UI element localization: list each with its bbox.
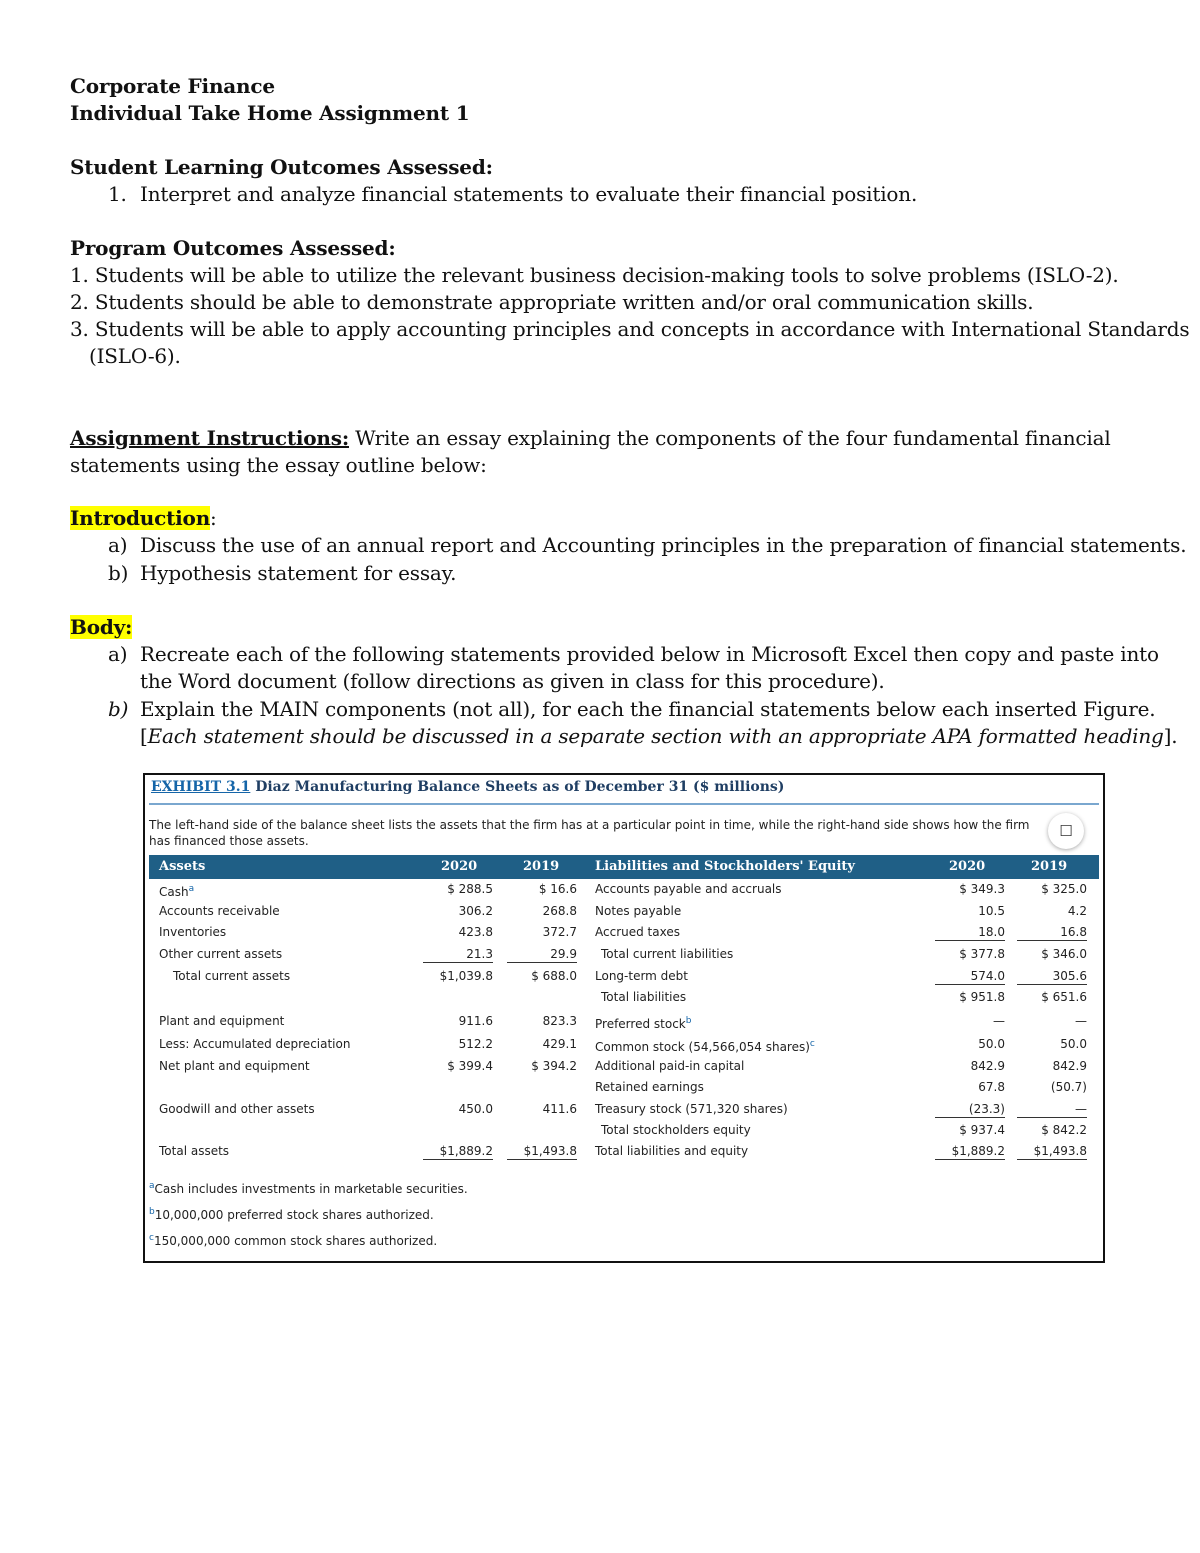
liability-label: Accounts payable and accruals	[595, 882, 782, 896]
header-assets: Assets	[159, 859, 206, 874]
asset-value-2019: $1,493.8	[507, 1143, 577, 1160]
exhibit-description: The left-hand side of the balance sheet lists the assets that the firm has at a particular point in time, while the right-hand side shows how the firm has financed those assets.	[149, 818, 1030, 848]
footnote-ref[interactable]: b	[685, 1016, 692, 1026]
course-title: Corporate Finance	[70, 74, 275, 98]
footnote-ref[interactable]: a	[188, 884, 195, 894]
liability-label: Common stock (54,566,054 shares)$^c$	[595, 1039, 815, 1054]
header-assets-2019: 2019	[523, 859, 560, 874]
liability-value-2019: 4.2	[1067, 904, 1087, 918]
liability-value-2020: (23.3)	[935, 1101, 1005, 1118]
body-b-close: ].	[1163, 724, 1178, 748]
intro-a-marker: a)	[108, 533, 128, 557]
liability-value-2020: $1,889.2	[935, 1143, 1005, 1160]
header-liab-2019: 2019	[1031, 859, 1068, 874]
liability-label: Total liabilities and equity	[595, 1144, 749, 1158]
liability-label: Preferred stock$^b$	[595, 1016, 692, 1031]
liability-label: Retained earnings	[595, 1080, 704, 1094]
body-b-marker: b)	[108, 697, 129, 721]
body-b-line1: Explain the MAIN components (not all), for each the financial statements below each inserted Figure.	[140, 697, 1156, 721]
asset-label: Cash$^a$	[159, 884, 195, 899]
liability-label: Total liabilities	[601, 990, 687, 1004]
footnote-b-text: 10,000,000 preferred stock shares authorized.	[154, 1208, 434, 1222]
asset-label: Other current assets	[159, 947, 283, 961]
intro-label: Introduction	[70, 506, 211, 530]
liability-value-2020: 50.0	[978, 1037, 1005, 1051]
footnote-a-text: Cash includes investments in marketable securities.	[154, 1182, 468, 1196]
asset-value-2020: 423.8	[458, 925, 493, 939]
footnote-a	[149, 1181, 468, 1196]
asset-value-2019: $ 688.0	[531, 969, 577, 983]
footnote-c-mark[interactable]: c	[149, 1233, 154, 1243]
asset-label: Net plant and equipment	[159, 1059, 310, 1073]
exhibit-label-link[interactable]: EXHIBIT 3.1	[151, 779, 251, 795]
assignment-title: Individual Take Home Assignment 1	[70, 101, 470, 125]
header-liab-2020: 2020	[949, 859, 986, 874]
asset-label: Total assets	[159, 1144, 230, 1158]
liability-value-2020: $ 951.8	[959, 990, 1005, 1004]
po-item-3: 3. Students will be able to apply accounting principles and concepts in accordance with International Standards	[70, 317, 1190, 341]
po-item-2: 2. Students should be able to demonstrate appropriate written and/or oral communication skills.	[70, 290, 1034, 314]
slo-item-marker: 1.	[108, 182, 127, 206]
asset-value-2019: 823.3	[542, 1014, 577, 1028]
exhibit-title-text: Diaz Manufacturing Balance Sheets as of December 31 ($ millions)	[250, 779, 785, 795]
asset-value-2020: $ 399.4	[447, 1059, 493, 1073]
liability-value-2020: 574.0	[935, 968, 1005, 985]
asset-value-2020: $1,889.2	[423, 1143, 493, 1160]
liability-value-2019: $ 346.0	[1041, 947, 1087, 961]
liability-label: Additional paid-in capital	[595, 1059, 745, 1073]
instructions	[70, 425, 1111, 451]
asset-label: Plant and equipment	[159, 1014, 285, 1028]
body-b-line2	[140, 723, 1177, 749]
po-item-1: 1. Students will be able to utilize the relevant business decision-making tools to solve problems (ISLO-2).	[70, 263, 1119, 287]
slo-item: Interpret and analyze financial statements to evaluate their financial position.	[140, 182, 918, 206]
intro-heading	[70, 505, 217, 531]
asset-value-2020: 512.2	[458, 1037, 493, 1051]
liability-value-2020: $ 937.4	[959, 1123, 1005, 1137]
header-assets-2020: 2020	[441, 859, 478, 874]
asset-value-2019: 429.1	[542, 1037, 577, 1051]
intro-b-text: Hypothesis statement for essay.	[140, 561, 457, 585]
instructions-text: Write an essay explaining the components of the four fundamental financial	[349, 426, 1111, 450]
asset-value-2020: $ 288.5	[447, 882, 493, 896]
intro-colon: :	[210, 506, 217, 530]
liability-label: Treasury stock (571,320 shares)	[595, 1102, 788, 1116]
liability-value-2020: $ 349.3	[959, 882, 1005, 896]
asset-label: Less: Accumulated depreciation	[159, 1037, 351, 1051]
asset-label: Inventories	[159, 925, 227, 939]
exhibit-rule	[149, 803, 1099, 805]
footnote-b-mark[interactable]: b	[149, 1207, 155, 1217]
liability-label: Accrued taxes	[595, 925, 680, 939]
instructions-text-2: statements using the essay outline below:	[70, 453, 487, 477]
asset-value-2019: 29.9	[507, 946, 577, 963]
liability-value-2019: —	[1075, 1014, 1087, 1028]
body-a-line1: Recreate each of the following statements provided below in Microsoft Excel then copy and paste into	[140, 642, 1159, 666]
liability-value-2019: $ 842.2	[1041, 1123, 1087, 1137]
liability-value-2019: —	[1017, 1101, 1087, 1118]
footnote-c-text: 150,000,000 common stock shares authorized.	[153, 1234, 438, 1248]
footnote-c	[149, 1233, 437, 1248]
liability-value-2019: 305.6	[1017, 968, 1087, 985]
liability-value-2019: $1,493.8	[1017, 1143, 1087, 1160]
asset-value-2019: $ 394.2	[531, 1059, 577, 1073]
balance-sheet-exhibit	[143, 773, 1105, 1263]
liability-value-2020: 67.8	[978, 1080, 1005, 1094]
liability-value-2019: (50.7)	[1050, 1080, 1087, 1094]
liability-label: Total current liabilities	[601, 947, 734, 961]
liability-value-2019: 16.8	[1017, 924, 1087, 941]
footnote-b	[149, 1207, 434, 1222]
asset-value-2020: 911.6	[458, 1014, 493, 1028]
liability-label: Notes payable	[595, 904, 682, 918]
bookmark-icon[interactable]: ☐	[1048, 813, 1084, 849]
liability-label: Total stockholders equity	[601, 1123, 751, 1137]
liability-value-2020: $ 377.8	[959, 947, 1005, 961]
liability-value-2019: $ 651.6	[1041, 990, 1087, 1004]
body-b-italic: Each statement should be discussed in a separate section with an appropriate APA formatted heading	[147, 724, 1164, 748]
asset-value-2019: 372.7	[542, 925, 577, 939]
asset-value-2020: 21.3	[423, 946, 493, 963]
liability-value-2020: 18.0	[935, 924, 1005, 941]
asset-value-2019: $ 16.6	[538, 882, 577, 896]
liability-label: Long-term debt	[595, 969, 689, 983]
intro-a-text: Discuss the use of an annual report and Accounting principles in the preparation of financial statements.	[140, 533, 1187, 557]
asset-value-2020: $1,039.8	[439, 969, 493, 983]
asset-value-2020: 306.2	[458, 904, 493, 918]
asset-label: Accounts receivable	[159, 904, 280, 918]
asset-label: Goodwill and other assets	[159, 1102, 315, 1116]
exhibit-title	[151, 779, 784, 795]
header-liabilities: Liabilities and Stockholders' Equity	[595, 859, 855, 874]
body-heading	[70, 614, 132, 640]
liability-value-2020: 10.5	[978, 904, 1005, 918]
liability-value-2020: 842.9	[970, 1059, 1005, 1073]
slo-heading: Student Learning Outcomes Assessed:	[70, 155, 493, 179]
liability-value-2019: $ 325.0	[1041, 882, 1087, 896]
asset-value-2019: 411.6	[542, 1102, 577, 1116]
footnote-a-mark[interactable]: a	[149, 1181, 155, 1191]
body-a-line2: the Word document (follow directions as given in class for this procedure).	[140, 669, 885, 693]
body-label: Body:	[70, 615, 133, 639]
asset-label: Total current assets	[173, 969, 291, 983]
instructions-label: Assignment Instructions:	[70, 426, 349, 450]
liability-value-2019: 50.0	[1060, 1037, 1087, 1051]
liability-value-2020: —	[993, 1014, 1005, 1028]
footnote-ref[interactable]: c	[809, 1039, 815, 1049]
body-b-open: [	[140, 724, 148, 748]
asset-value-2019: 268.8	[542, 904, 577, 918]
asset-value-2020: 450.0	[458, 1102, 493, 1116]
po-item-3-cont: (ISLO-6).	[89, 344, 181, 368]
body-a-marker: a)	[108, 642, 128, 666]
po-heading: Program Outcomes Assessed:	[70, 236, 396, 260]
liability-value-2019: 842.9	[1052, 1059, 1087, 1073]
intro-b-marker: b)	[108, 561, 129, 585]
